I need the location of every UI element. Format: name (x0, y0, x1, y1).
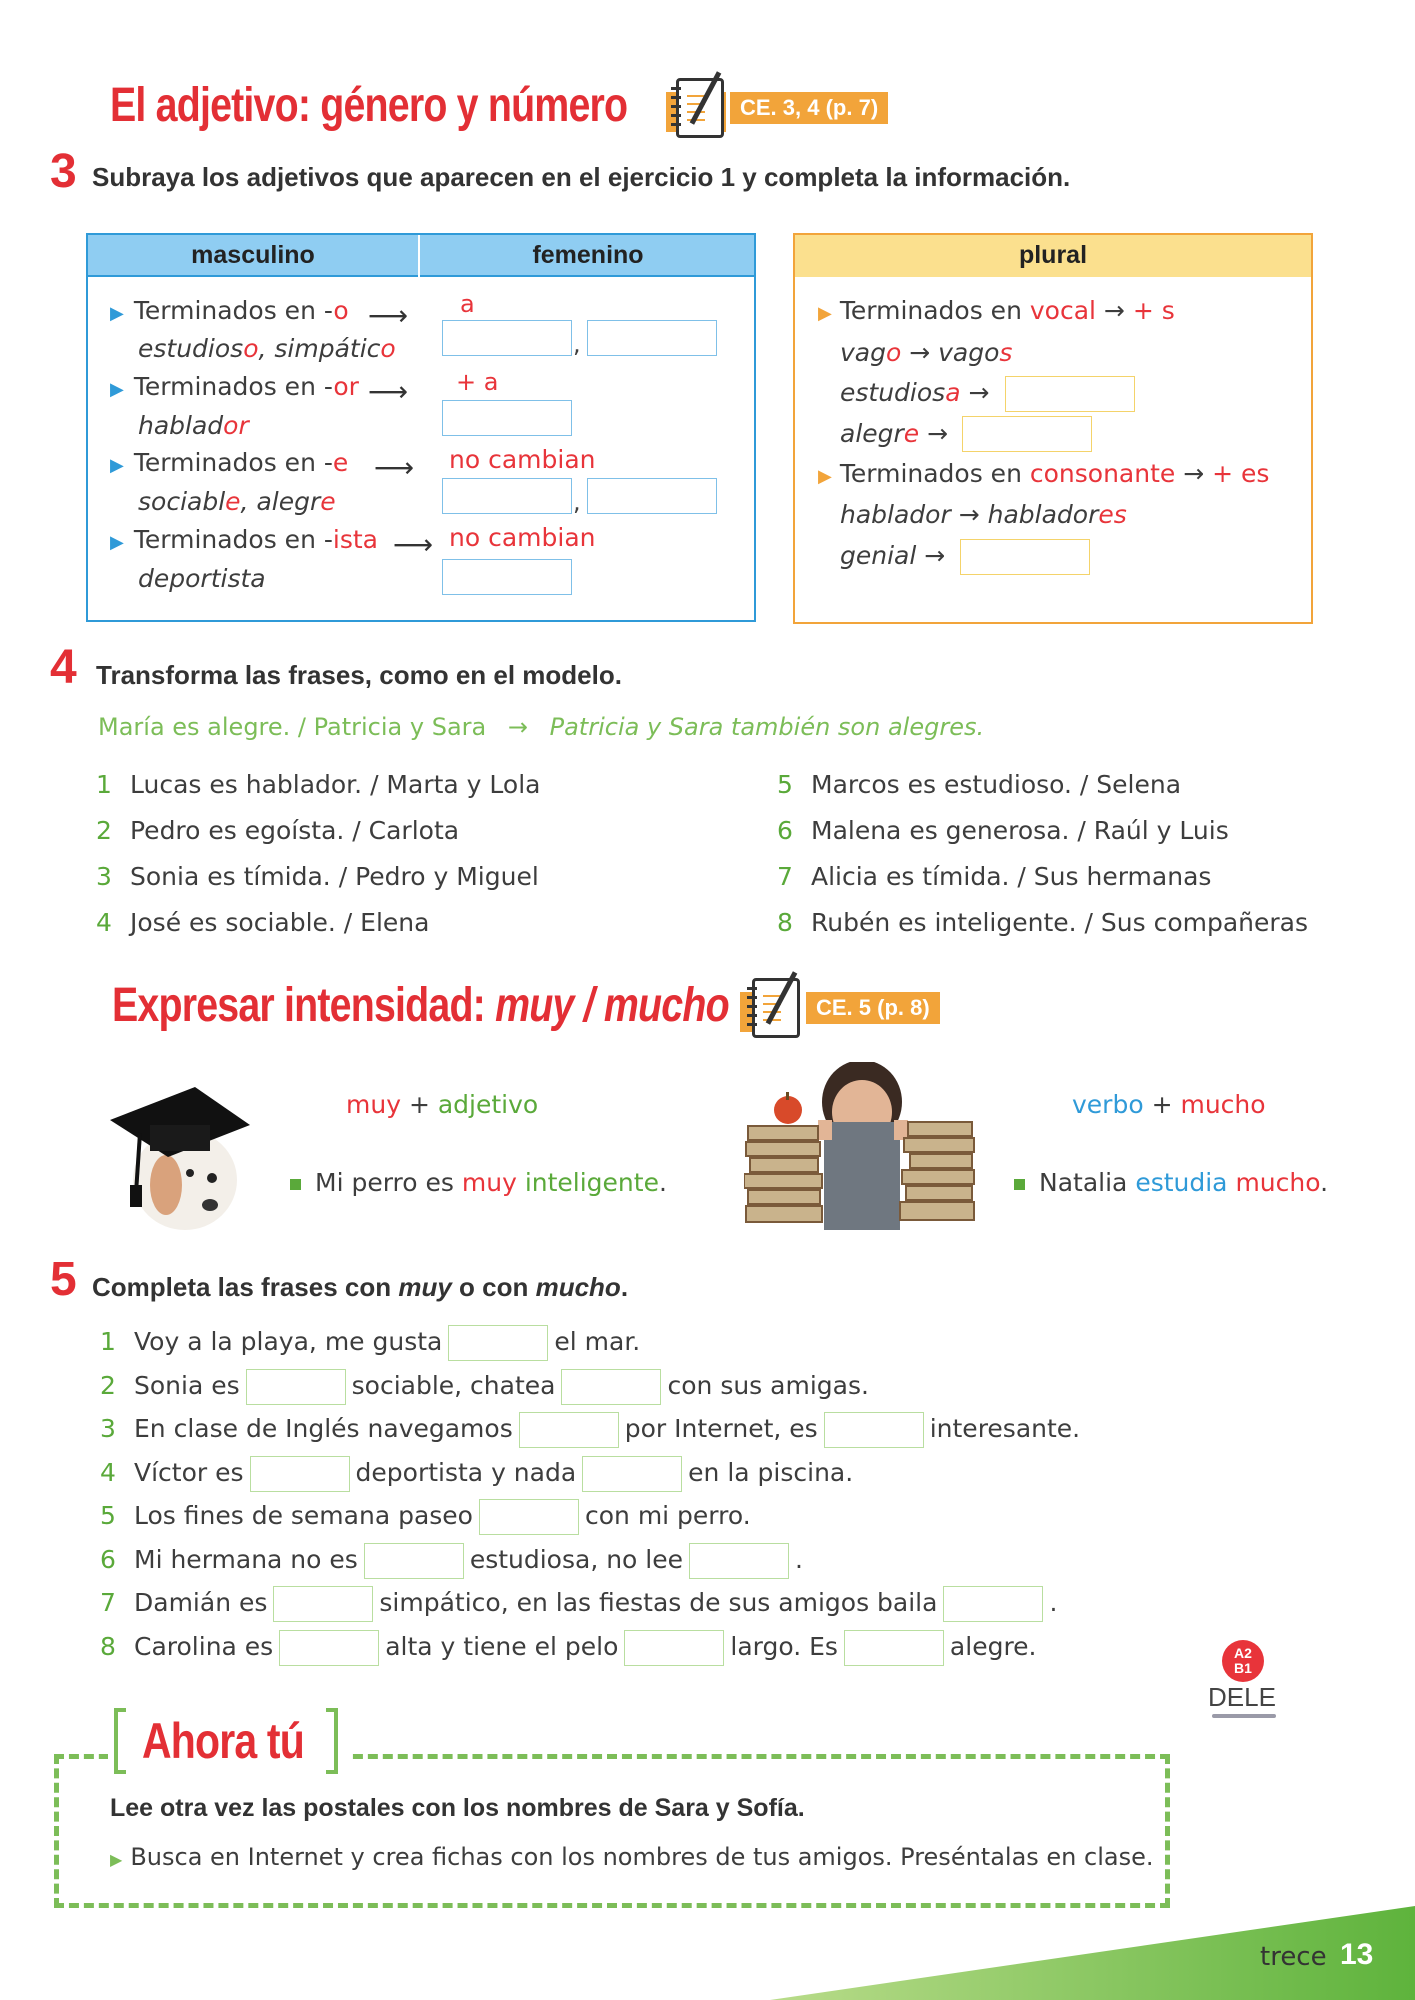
square-bullet-icon (290, 1179, 301, 1190)
rule-example: estudioso, simpático (138, 334, 396, 363)
rule-result: no cambian (449, 523, 596, 552)
answer-box[interactable] (364, 1543, 464, 1579)
triangle-bullet-icon: ▶ (110, 303, 124, 324)
rule-example: hablador (138, 411, 249, 440)
column-header-plural: plural (1018, 241, 1088, 269)
ahora-tu-box (54, 1754, 1170, 1908)
answer-box[interactable] (582, 1456, 682, 1492)
column-header-femenino: femenino (532, 241, 644, 269)
exercise-instruction: Transforma las frases, como en el modelo. (96, 660, 622, 690)
bracket-left (114, 1708, 126, 1774)
notebook-icon (752, 978, 800, 1038)
dele-label: DELE (1208, 1682, 1276, 1712)
answer-box[interactable] (587, 478, 717, 514)
square-bullet-icon (1014, 1179, 1025, 1190)
rule-example: deportista (138, 564, 266, 593)
list-item: 8 Rubén es inteligente. / Sus compañeras (777, 908, 1309, 937)
comma: , (573, 488, 581, 516)
column-header-masculino: masculino (191, 241, 315, 269)
dele-underline (1212, 1714, 1276, 1718)
plural-example: estudiosa → (840, 378, 990, 407)
answer-box[interactable] (824, 1412, 924, 1448)
plural-example: genial → (840, 541, 946, 570)
answer-box[interactable] (943, 1586, 1043, 1622)
answer-box[interactable] (273, 1586, 373, 1622)
triangle-bullet-icon: ▶ (818, 303, 832, 324)
ahora-tu-task: ▶ Busca en Internet y crea fichas con los nombres de tus amigos. Preséntalas en clase. (110, 1843, 1154, 1871)
list-item: 6 Malena es generosa. / Raúl y Luis (777, 816, 1229, 845)
page-word: trece (1260, 1942, 1327, 1972)
exercise-number: 5 (50, 1253, 77, 1306)
ce-reference-badge: CE. 3, 4 (p. 7) (730, 92, 888, 124)
example-mucho: Natalia estudia mucho. (1014, 1168, 1328, 1197)
arrow-icon: ⟶ (368, 375, 409, 408)
rule-row: ▶ Terminados en -ista (110, 525, 378, 554)
exercise-number: 4 (50, 641, 77, 694)
list-item: 5 Marcos es estudioso. / Selena (777, 770, 1182, 799)
rule-row: ▶ Terminados en -e (110, 448, 349, 477)
answer-box[interactable] (587, 320, 717, 356)
rule-result: no cambian (449, 445, 596, 474)
answer-box[interactable] (442, 400, 572, 436)
list-item: 3 Sonia es tímida. / Pedro y Miguel (96, 862, 539, 891)
list-item: 3 En clase de Inglés navegamos por Internet, es interesante. (100, 1407, 1220, 1451)
list-item: 6 Mi hermana no es estudiosa, no lee . (100, 1538, 1220, 1582)
rule-result: + a (456, 368, 499, 396)
exercise-number: 3 (50, 145, 77, 198)
plural-rule: ▶ Terminados en vocal → + s (818, 296, 1175, 325)
plural-example: alegre → (840, 419, 949, 448)
answer-box[interactable] (1005, 376, 1135, 412)
triangle-bullet-icon: ▶ (110, 532, 124, 553)
dele-level-icon: A2 B1 (1222, 1640, 1264, 1682)
graduate-dog-image (100, 1045, 250, 1230)
answer-box[interactable] (689, 1543, 789, 1579)
rule-example: sociable, alegre (138, 487, 336, 516)
arrow-icon: ⟶ (393, 528, 434, 561)
plural-example: vago → vagos (840, 338, 1013, 367)
transform-list-left (96, 762, 540, 946)
answer-box[interactable] (442, 559, 572, 595)
answer-box[interactable] (448, 1325, 548, 1361)
list-item: 7 Alicia es tímida. / Sus hermanas (777, 862, 1212, 891)
arrow-icon: ⟶ (374, 451, 415, 484)
answer-box[interactable] (519, 1412, 619, 1448)
answer-box[interactable] (442, 478, 572, 514)
ce-reference-badge: CE. 5 (p. 8) (806, 992, 940, 1024)
answer-box[interactable] (624, 1630, 724, 1666)
triangle-bullet-icon: ▶ (110, 379, 124, 400)
triangle-bullet-icon: ▶ (110, 455, 124, 476)
answer-box[interactable] (246, 1369, 346, 1405)
plural-example: hablador → habladores (840, 500, 1127, 529)
answer-box[interactable] (479, 1499, 579, 1535)
list-item: 4 José es sociable. / Elena (96, 908, 430, 937)
ahora-tu-title: Ahora tú (142, 1713, 304, 1769)
rule-muy-adjetivo: muy + adjetivo (346, 1090, 539, 1119)
answer-box[interactable] (561, 1369, 661, 1405)
exercise-instruction: Completa las frases con muy o con mucho. (92, 1272, 629, 1302)
exercise-instruction: Subraya los adjetivos que aparecen en el ejercicio 1 y completa la información. (92, 162, 1071, 192)
list-item: 5 Los fines de semana paseo con mi perro. (100, 1494, 1220, 1538)
bracket-right (326, 1708, 338, 1774)
answer-box[interactable] (250, 1456, 350, 1492)
triangle-bullet-icon: ▶ (818, 466, 832, 487)
list-item: 1 Lucas es hablador. / Marta y Lola (96, 770, 541, 799)
section-title-adjetivo: El adjetivo: género y número (110, 79, 628, 132)
ahora-tu-subtitle: Lee otra vez las postales con los nombres de Sara y Sofía. (110, 1794, 805, 1822)
answer-box[interactable] (442, 320, 572, 356)
list-item: 2 Sonia es sociable, chatea con sus amigas. (100, 1364, 1220, 1408)
example-muy: Mi perro es muy inteligente. (290, 1168, 667, 1197)
transform-list-right (777, 762, 1308, 946)
plural-rule: ▶ Terminados en consonante → + es (818, 459, 1270, 488)
answer-box[interactable] (844, 1630, 944, 1666)
list-item: 4 Víctor es deportista y nada en la piscina. (100, 1451, 1220, 1495)
list-item: 8 Carolina es alta y tiene el pelo largo. Es alegre. (100, 1625, 1220, 1669)
rule-verbo-mucho: verbo + mucho (1072, 1090, 1266, 1119)
arrow-icon: → (507, 713, 528, 741)
rule-row: ▶ Terminados en -o (110, 296, 349, 325)
list-item: 7 Damián es simpático, en las fiestas de sus amigos baila . (100, 1581, 1220, 1625)
answer-box[interactable] (962, 416, 1092, 452)
rule-result: a (460, 290, 475, 318)
model-sentence: María es alegre. / Patricia y Sara → Patricia y Sara también son alegres. (98, 713, 985, 741)
notebook-icon (676, 78, 724, 138)
page-number: 13 (1340, 1938, 1374, 1971)
rule-row: ▶ Terminados en -or (110, 372, 359, 401)
answer-box[interactable] (279, 1630, 379, 1666)
list-item: 1 Voy a la playa, me gusta el mar. (100, 1320, 1220, 1364)
girl-with-books-image (744, 1062, 976, 1230)
comma: , (573, 330, 581, 358)
answer-box[interactable] (960, 539, 1090, 575)
triangle-bullet-icon: ▶ (110, 1850, 123, 1869)
arrow-icon: ⟶ (368, 299, 409, 332)
fill-in-list (100, 1320, 1220, 1668)
section-title-intensidad: Expresar intensidad: muy / mucho (112, 979, 729, 1032)
list-item: 2 Pedro es egoísta. / Carlota (96, 816, 460, 845)
